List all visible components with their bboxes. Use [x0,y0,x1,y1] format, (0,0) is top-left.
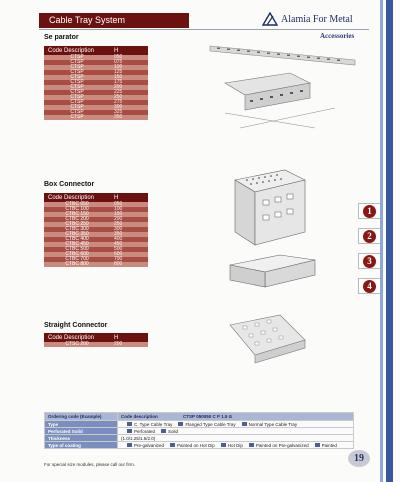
option-label: Hot Dip [227,442,243,448]
box-connector-table [44,193,148,267]
h-cell: 100 [110,207,148,212]
h-cell: 200 [110,85,148,90]
code-description-cell: CTSP [44,85,110,90]
checkbox-icon[interactable] [178,422,183,426]
ordering-row [45,435,354,442]
ordering-row-options [118,421,354,428]
h-cell: 150 [110,75,148,80]
ordering-code-table [44,412,354,449]
side-stripe-light [380,0,383,482]
option-label: C. Type Cable Tray [134,421,173,427]
table-row [44,115,148,120]
code-description-cell: CTSP [44,55,110,60]
brand-name: Alamia For Metal [281,13,353,25]
h-cell: 250 [110,222,148,227]
tab-1[interactable] [358,203,380,219]
checkbox-icon[interactable] [127,429,132,433]
tab-1-number: 1 [363,205,376,218]
checkbox-icon[interactable] [161,429,166,433]
code-description-cell: CTBC 700 [44,257,110,262]
checkbox-icon[interactable] [315,443,320,447]
code-description-cell: CTBC 600 [44,252,110,257]
h-cell: 700 [110,257,148,262]
col-code-description: Code Description [44,46,110,55]
checkbox-icon[interactable] [242,422,247,426]
h-cell: 150 [110,212,148,217]
col-h: H [110,333,148,342]
h-cell: 125 [110,70,148,75]
ordering-row [45,442,354,449]
header-divider [39,29,369,30]
h-cell: 300 [110,105,148,110]
separator-illustration [205,38,365,138]
code-description-cell: CTSP [44,95,110,100]
h-cell: 500 [110,247,148,252]
tab-2-number: 2 [363,230,376,243]
h-cell: 075 [110,60,148,65]
h-cell: 200 [110,342,148,347]
code-description-cell: CTBC 800 [44,262,110,267]
table-row [44,342,148,347]
ordering-row [45,421,354,428]
checkbox-icon[interactable] [127,443,132,447]
col-code-description: Code Description [44,333,110,342]
h-cell: 225 [110,90,148,95]
ordering-head-desc [118,413,354,421]
h-cell: 325 [110,110,148,115]
box-connector-illustration [225,160,320,290]
ordering-row-label: Perforated Solid [45,428,118,435]
box-connector-title: Box Connector [44,181,95,188]
ordering-head-label: Ordering code (Example) [45,413,118,421]
ordering-row-options [118,428,354,435]
page-number: 19 [348,450,370,467]
tab-4-number: 4 [363,280,376,293]
code-description-cell: CTBC 100 [44,207,110,212]
checkbox-icon[interactable] [170,443,175,447]
code-description-cell: CTBC 500 [44,247,110,252]
option-label: Solid [168,428,179,434]
h-cell: 800 [110,262,148,267]
code-description-cell: CTSP [44,105,110,110]
option-text: (1.0/1.25/1.5/2.0) [121,435,156,441]
h-cell: 600 [110,252,148,257]
code-description-cell: CTBC 300 [44,227,110,232]
code-description-cell: CTSP [44,110,110,115]
code-description-cell: CTBC 400 [44,237,110,242]
checkbox-icon[interactable] [249,443,254,447]
col-h: H [110,193,148,202]
code-description-cell: CTBC 350 [44,232,110,237]
option-label: Normal Type Cable Tray [248,421,298,427]
brand [262,11,353,27]
code-description-cell: CTBC 050 [44,202,110,207]
option-label: Pre-galvanized [134,442,165,448]
h-cell: 450 [110,242,148,247]
option-label: Painted on Hot Dip [177,442,215,448]
tab-4[interactable] [358,278,380,294]
code-description-cell: CTSP [44,80,110,85]
code-description-cell: CTSP [44,75,110,80]
tab-3-number: 3 [363,255,376,268]
h-cell: 350 [110,232,148,237]
h-cell: 050 [110,202,148,207]
ordering-row [45,428,354,435]
h-cell: 400 [110,237,148,242]
ordering-row-options [118,442,354,449]
ordering-head-example: CTSP 050050 C P 1.5 G [183,414,233,419]
section-label: Accessories [320,32,355,40]
brand-logo-icon [262,12,278,26]
option-label: Perforated [134,428,156,434]
ordering-row-label: Thickness [45,435,118,442]
side-stripe [386,0,393,482]
straight-connector-illustration [225,310,310,370]
code-description-cell: CTBC 150 [44,212,110,217]
straight-connector-table [44,333,148,347]
h-cell: 275 [110,100,148,105]
checkbox-icon[interactable] [221,443,226,447]
h-cell: 100 [110,65,148,70]
code-description-cell: CTBC 200 [44,217,110,222]
h-cell: 175 [110,80,148,85]
option-label: Painted [321,442,337,448]
ordering-head-desc-text: Code description [121,414,158,419]
footnote: For special size modules, please call our firm. [44,462,136,467]
checkbox-icon[interactable] [127,422,132,426]
option-label: Painted on Pre-galvanized [255,442,309,448]
ordering-row-label: Type of coating [45,442,118,449]
ordering-row-label: Type [45,421,118,428]
code-description-cell: CTBC 250 [44,222,110,227]
ordering-row-options [118,435,354,442]
col-code-description: Code Description [44,193,110,202]
code-description-cell: CTBC 450 [44,242,110,247]
code-description-cell: CTSP [44,115,110,120]
code-description-cell: CTSP [44,65,110,70]
straight-connector-title: Straight Connector [44,322,108,329]
option-label: Flanged Type Cable Tray [185,421,236,427]
tab-2[interactable] [358,228,380,244]
h-cell: 200 [110,217,148,222]
h-cell: 300 [110,227,148,232]
tab-3[interactable] [358,253,380,269]
code-description-cell: CTSP [44,90,110,95]
code-description-cell: CTSP [44,100,110,105]
h-cell: 050 [110,55,148,60]
col-h: H [110,46,148,55]
ordering-head-row [45,413,354,421]
separator-table [44,46,148,120]
h-cell: 350 [110,115,148,120]
separator-title: Se parator [44,34,79,41]
code-description-cell: CTSC 200 [44,342,110,347]
code-description-cell: CTSP [44,70,110,75]
page-title: Cable Tray System [39,13,189,28]
table-row [44,262,148,267]
code-description-cell: CTSP [44,60,110,65]
h-cell: 250 [110,95,148,100]
